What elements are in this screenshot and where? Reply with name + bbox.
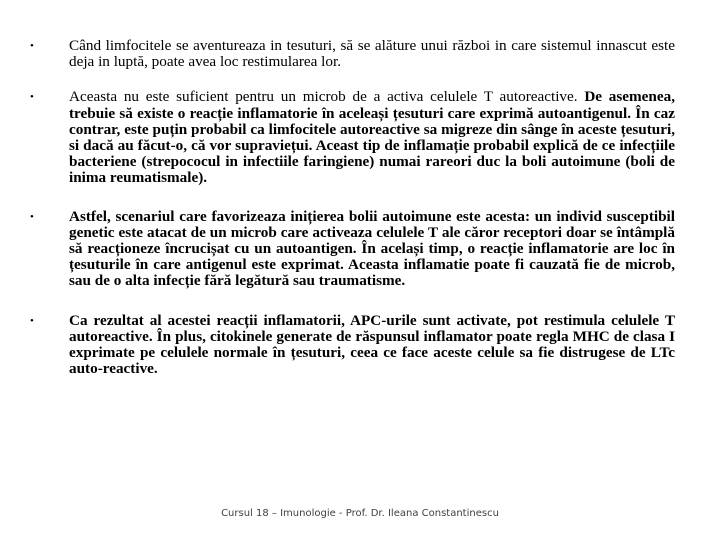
bullet-item-1 <box>30 38 675 70</box>
slide-footer: Cursul 18 – Imunologie - Prof. Dr. Ileana Constantinescu <box>221 508 499 519</box>
bullet-item-2 <box>30 89 675 186</box>
bullet-dot: • <box>30 314 34 327</box>
bullet-item-4 <box>30 313 675 378</box>
bullet-dot: • <box>30 210 34 223</box>
bullet-text-3: Astfel, scenariul care favorizeaza inițierea bolii autoimune este acesta: un individ susceptibil genetic este atacat de un microb care activeaza celulele T ale căror receptori doar se întâmplă să reacționeze încrucișat cu un autoantigen. În același timp, o reacție inflamatorie are loc în țesuturile în care antigenul este exprimat. Aceasta inflamatie poate fi cauzată fie de microb, sau de o alta infecție fără legătură sau traumatisme. <box>69 207 675 290</box>
bullet-item-3 <box>30 209 675 290</box>
bullet-dot: • <box>30 40 34 52</box>
bullet-text-4: Ca rezultat al acestei reacții inflamatorii, APC-urile sunt activate, pot restimula celulele T autoreactive. În plus, citokinele generate de răspunsul inflamator poate regla MHC de clasa I exprimate pe celulele normale în țesuturi, ceea ce face aceste celule sa fie distrugese de LTc auto-reactive. <box>69 311 675 378</box>
bullet-text-1: Când limfocitele se aventureaza in tesuturi, să se alăture unui război in care sistemul innascut este deja in luptă, poate avea loc restimularea lor. <box>69 37 675 71</box>
bullet-list <box>30 38 675 396</box>
bullet-text-2-normal: Aceasta nu este suficient pentru un microb de a activa celulele T autoreactive. <box>69 88 578 106</box>
bullet-text-2-bold: De asemenea, trebuie să existe o reacție inflamatorie în aceleași țesuturi care exprimă autoantigenul. În caz contrar, este puțin probabil ca limfocitele autoreactive sa migreze din sânge în aceste țesuturi, si dacă au făcut-o, că vor supraviețui. Aceast tip de inflamație probabil explică de ce infecțiile bacteriene (strepococul in infectiile faringiene) numai rareori duc la boli autoimune (boli de inima reumatismale). <box>69 88 675 187</box>
bullet-dot: • <box>30 91 34 104</box>
